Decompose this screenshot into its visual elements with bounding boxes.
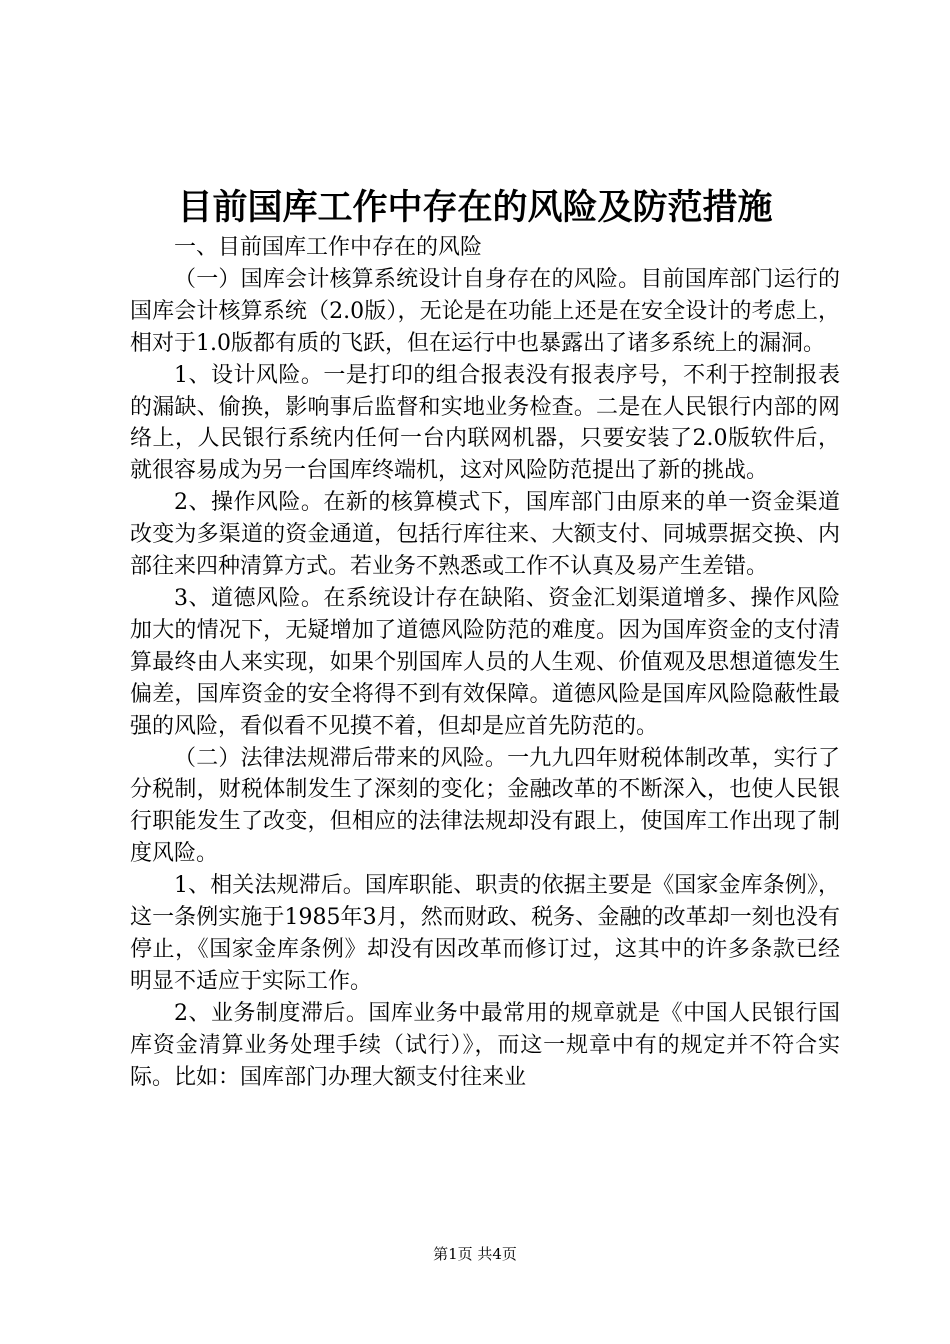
paragraph: 1、设计风险。一是打印的组合报表没有报表序号，不利于控制报表的漏缺、偷换，影响事后监督和实地业务检查。二是在人民银行内部的网络上，人民银行系统内任何一台内联网机器，只要安装了2.0版软件后，就很容易成为另一台国库终端机，这对风险防范提出了新的挑战。 <box>130 362 840 484</box>
paragraph: （一）国库会计核算系统设计自身存在的风险。目前国库部门运行的国库会计核算系统（2.0版），无论是在功能上还是在安全设计的考虑上，相对于1.0版都有质的飞跃，但在运行中也暴露出了诸多系统上的漏洞。 <box>130 266 840 356</box>
paragraph: 2、操作风险。在新的核算模式下，国库部门由原来的单一资金渠道改变为多渠道的资金通道，包括行库往来、大额支付、同城票据交换、内部往来四种清算方式。若业务不熟悉或工作不认真及易产生差错。 <box>130 490 840 580</box>
paragraph: （二）法律法规滞后带来的风险。一九九四年财税体制改革，实行了分税制，财税体制发生了深刻的变化；金融改革的不断深入，也使人民银行职能发生了改变，但相应的法律法规却没有跟上，使国库工作出现了制度风险。 <box>130 745 840 867</box>
document-body <box>130 232 840 1093</box>
paragraph: 3、道德风险。在系统设计存在缺陷、资金汇划渠道增多、操作风险加大的情况下，无疑增加了道德风险防范的难度。因为国库资金的支付清算最终由人来实现，如果个别国库人员的人生观、价值观及思想道德发生偏差，国库资金的安全将得不到有效保障。道德风险是国库风险隐蔽性最强的风险，看似看不见摸不着，但却是应首先防范的。 <box>130 585 840 739</box>
paragraph: 2、业务制度滞后。国库业务中最常用的规章就是《中国人民银行国库资金清算业务处理手续（试行）》，而这一规章中有的规定并不符合实际。比如：国库部门办理大额支付往来业 <box>130 1000 840 1090</box>
section-heading: 一、目前国库工作中存在的风险 <box>174 235 483 260</box>
document-title: 目前国库工作中存在的风险及防范措施 <box>177 187 773 228</box>
page-footer: 第1页 共4页 <box>433 1245 517 1263</box>
paragraph: 1、相关法规滞后。国库职能、职责的依据主要是《国家金库条例》，这一条例实施于1985年3月，然而财政、税务、金融的改革却一刻也没有停止，《国家金库条例》却没有因改革而修订过，这其中的许多条款已经明显不适应于实际工作。 <box>130 873 840 994</box>
